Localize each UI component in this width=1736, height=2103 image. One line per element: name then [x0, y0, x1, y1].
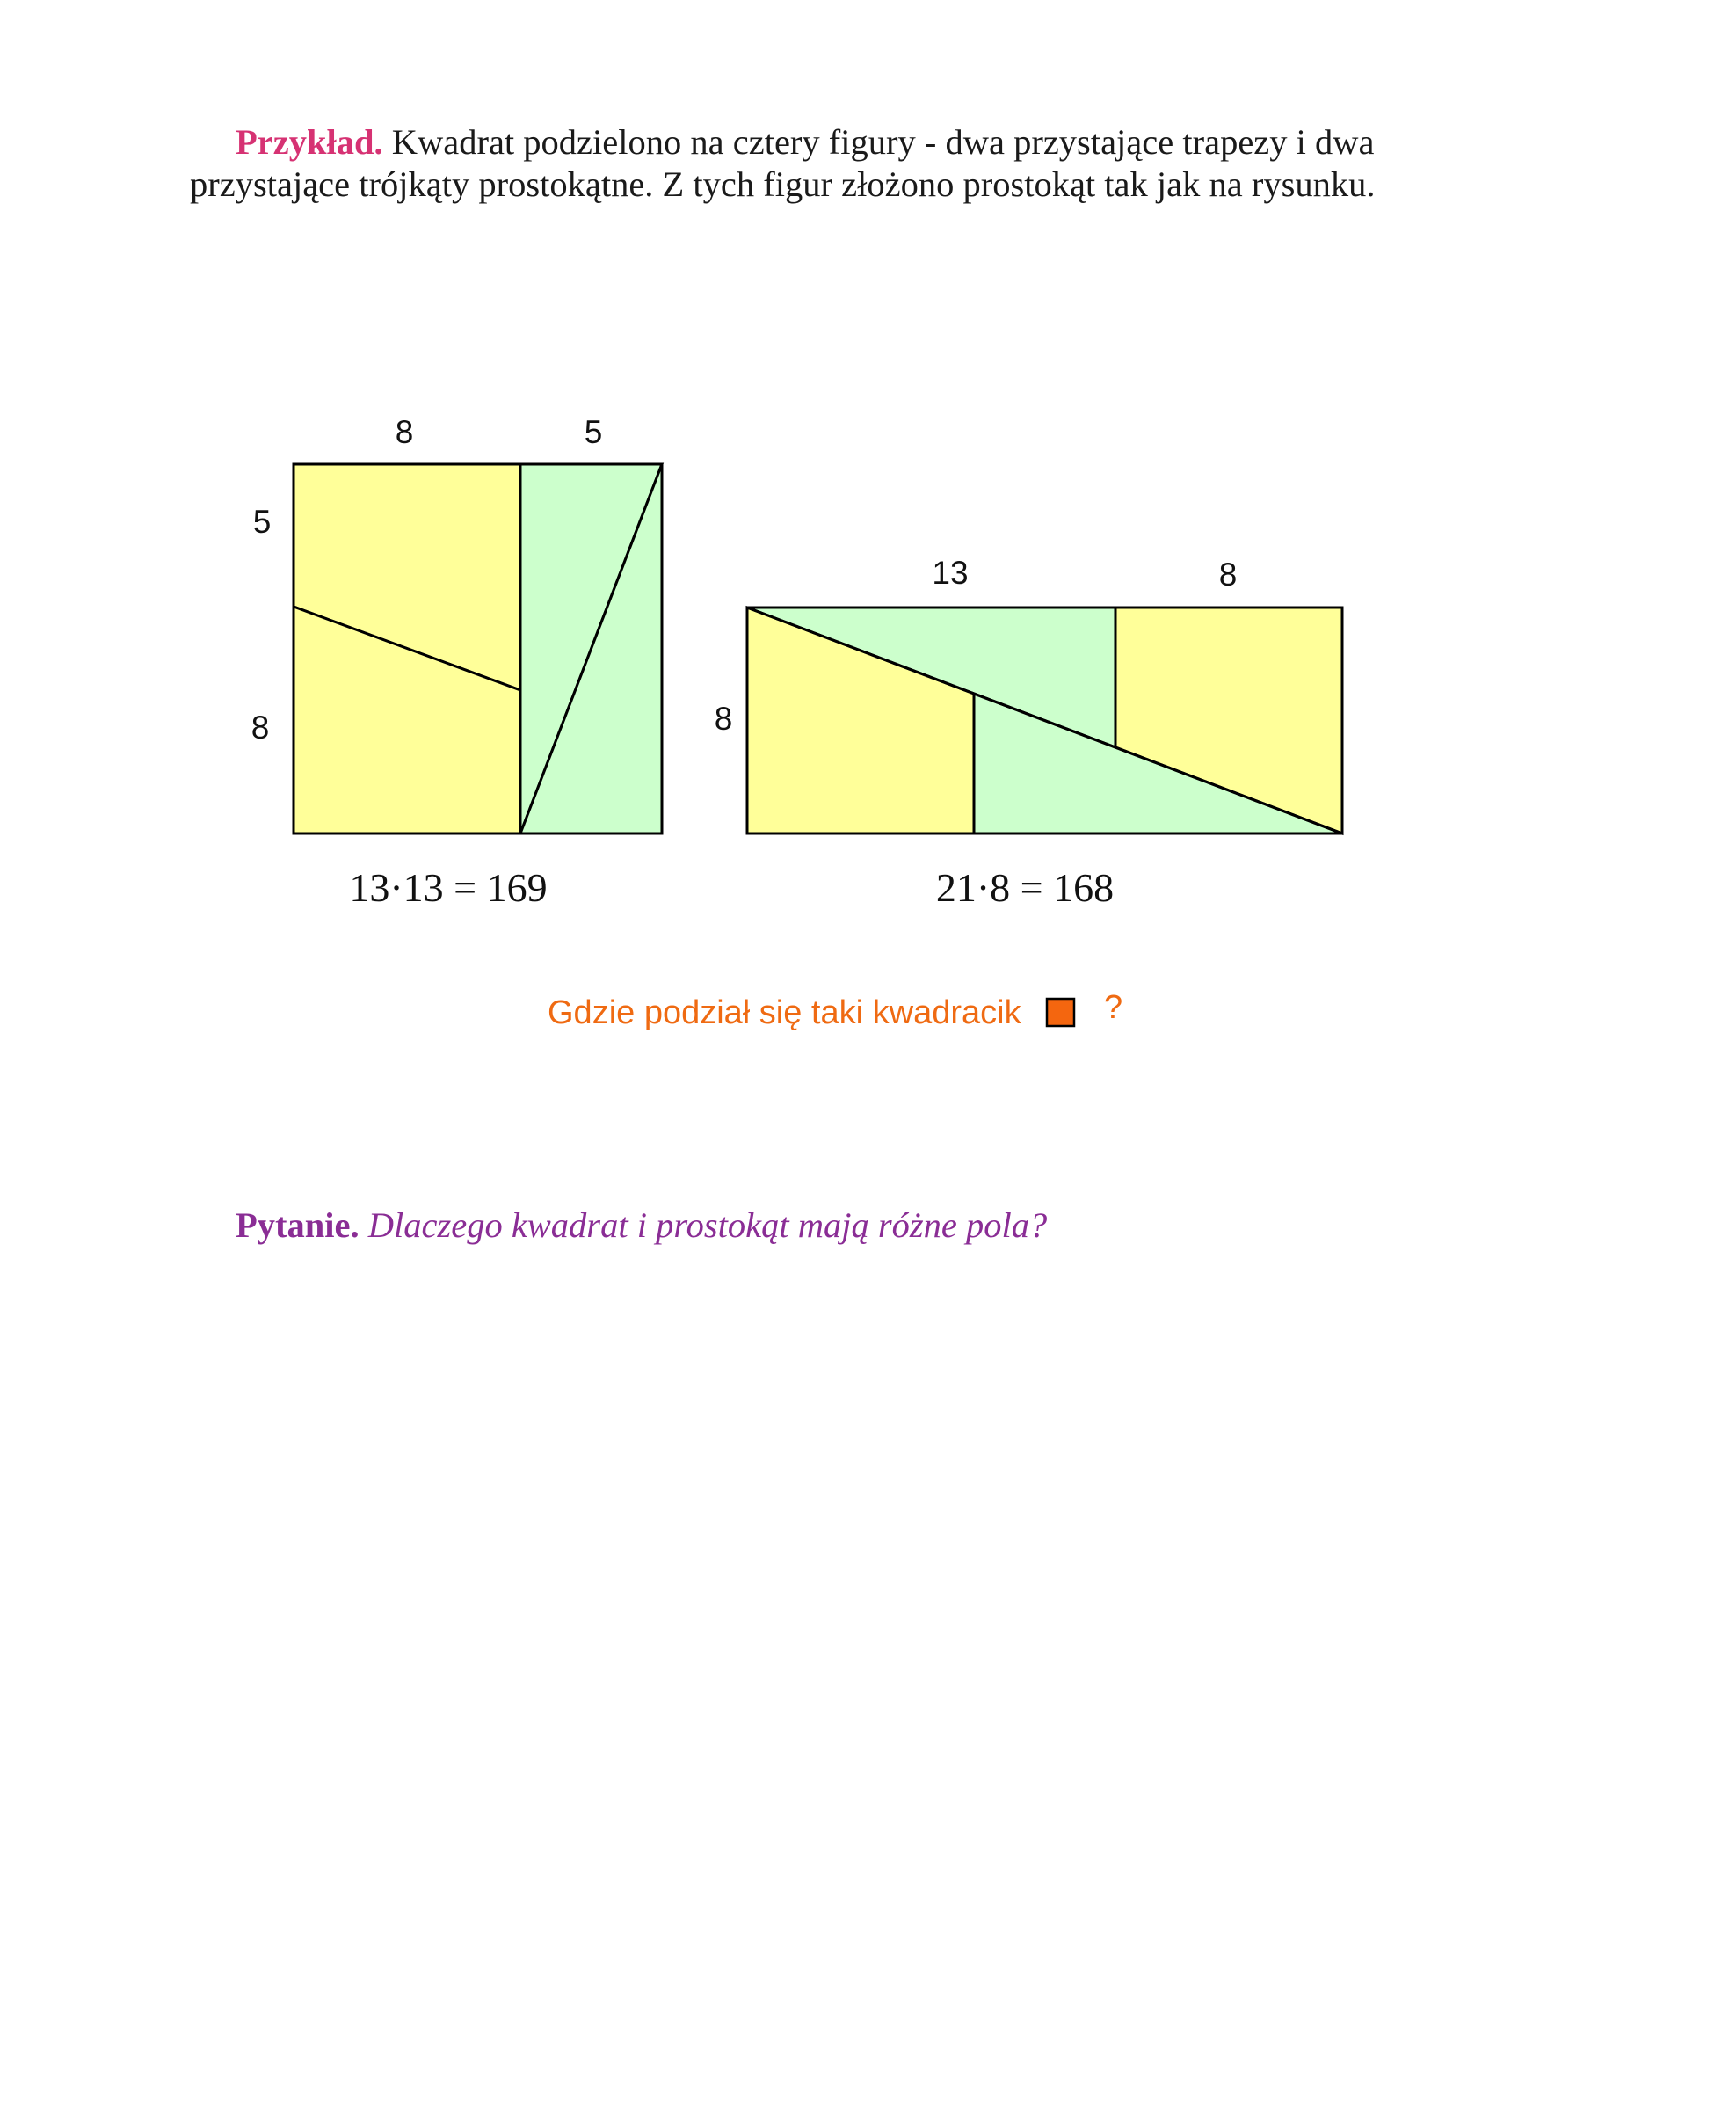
- hint-question-mark: ?: [1104, 989, 1123, 1026]
- rect-label-top-left: 13: [932, 555, 969, 591]
- question-text: Dlaczego kwadrat i prostokąt mają różne pola?: [367, 1205, 1048, 1245]
- square-label-top-left: 8: [395, 414, 414, 450]
- rectangle-figure: [747, 608, 1342, 833]
- question-lead: Pytanie.: [236, 1205, 360, 1245]
- rect-formula: 21·8 = 168: [935, 865, 1115, 910]
- intro-lead: Przykład.: [236, 122, 383, 162]
- square-label-left-bottom: 8: [251, 709, 270, 746]
- square-figure: [294, 464, 662, 833]
- rect-label-top-right: 8: [1218, 557, 1238, 593]
- orange-square-icon: [1047, 999, 1074, 1026]
- question-paragraph: [236, 1204, 1047, 1247]
- square-label-top-right: 5: [584, 414, 603, 450]
- hint-text: Gdzie podział się taki kwadracik: [548, 994, 1021, 1031]
- intro-text: Kwadrat podzielono na cztery figury - dwa przystające trapezy i dwa przystające trójkąty prostokątne. Z tych figur złożono prostokąt tak jak na rysunku.: [190, 122, 1376, 204]
- square-label-left-top: 5: [252, 504, 272, 540]
- square-formula: 13·13 = 169: [349, 865, 548, 910]
- rect-label-left: 8: [714, 701, 733, 737]
